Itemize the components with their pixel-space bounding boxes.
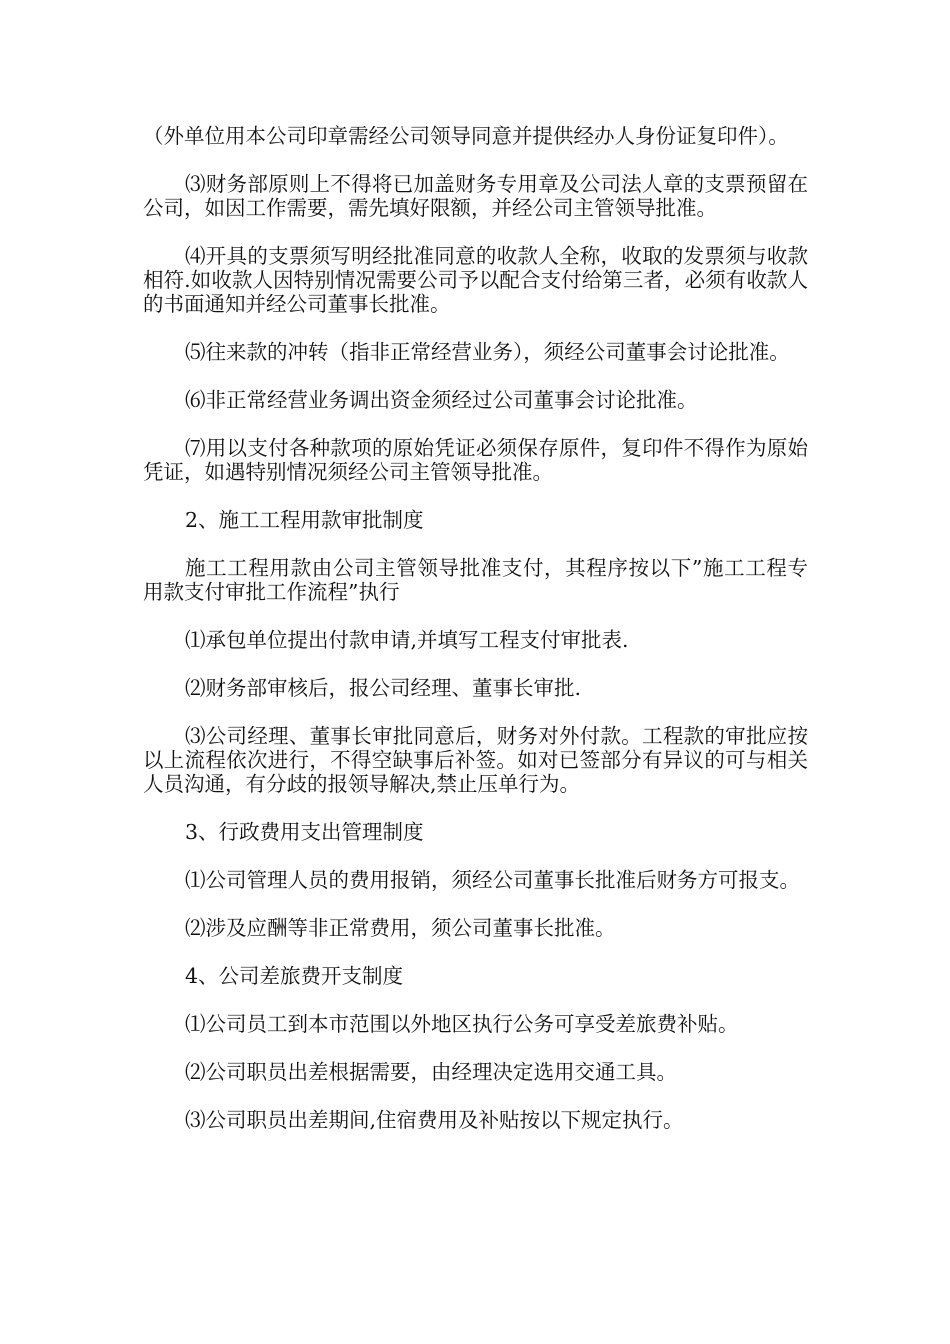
paragraph-9: ⑵财务部审核后，报公司经理、董事长审批. (185, 676, 582, 700)
section-heading-4: 4、公司差旅费开支制度 (185, 964, 404, 988)
paragraph-10: ⑶公司经理、董事长审批同意后，财务对外付款。工程款的审批应按以上流程依次进行，不得空缺事后补签。如对已签部分有异议的可与相关人员沟通，有分歧的报领导解决,禁止压单行为。 (143, 724, 808, 796)
paragraph-3: ⑸往来款的冲转（指非正常经营业务），须经公司董事会讨论批准。 (185, 340, 790, 364)
paragraph-13: ⑵涉及应酬等非正常费用，须公司董事长批准。 (185, 916, 616, 940)
paragraph-4: ⑹非正常经营业务调出资金须经过公司董事会讨论批准。 (185, 388, 698, 412)
paragraph-5: ⑺用以支付各种款项的原始凭证必须保存原件，复印件不得作为原始凭证，如遇特别情况须经公司主管领导批准。 (143, 436, 808, 484)
paragraph-2: ⑷开具的支票须写明经批准同意的收款人全称，收取的发票须与收款相符.如收款人因特别情况需要公司予以配合支付给第三者，必须有收款人的书面通知并经公司董事长批准。 (143, 244, 808, 316)
paragraph-8: ⑴承包单位提出付款申请,并填写工程支付审批表. (185, 628, 629, 652)
paragraph-16: ⑵公司职员出差根据需要，由经理决定选用交通工具。 (185, 1060, 677, 1084)
paragraph-7: 施工工程用款由公司主管领导批准支付，其程序按以下”施工工程专用款支付审批工作流程”执行 (143, 556, 808, 604)
paragraph-1: ⑶财务部原则上不得将已加盖财务专用章及公司法人章的支票预留在公司，如因工作需要，需先填好限额，并经公司主管领导批准。 (143, 172, 808, 220)
section-heading-3: 3、行政费用支出管理制度 (185, 820, 424, 844)
document-body (143, 124, 808, 1156)
paragraph-15: ⑴公司员工到本市范围以外地区执行公务可享受差旅费补贴。 (185, 1012, 739, 1036)
paragraph-12: ⑴公司管理人员的费用报销，须经公司董事长批准后财务方可报支。 (185, 868, 800, 892)
paragraph-17: ⑶公司职员出差期间,住宿费用及补贴按以下规定执行。 (185, 1108, 684, 1132)
section-heading-2: 2、施工工程用款审批制度 (185, 508, 424, 532)
paragraph-0: （外单位用本公司印章需经公司领导同意并提供经办人身份证复印件）。 (143, 124, 789, 148)
